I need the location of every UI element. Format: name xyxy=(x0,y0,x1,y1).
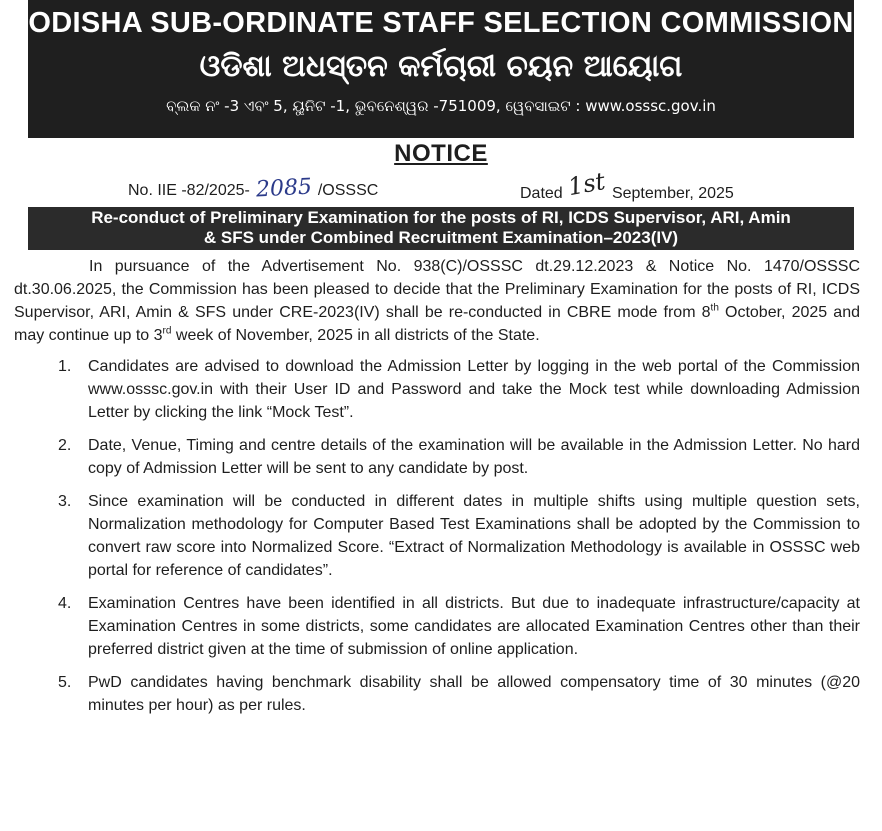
notice-title: NOTICE xyxy=(394,140,488,167)
item-text: Since examination will be conducted in different dates in multiple shifts using multiple question sets, Normalization methodology for Computer Based Test Examinations shall be adopted by the Commission to convert raw score into Normalized Score. “Extract of Normalization Methodology is available in OSSSC web portal for reference of candidates”. xyxy=(88,493,860,579)
list-item xyxy=(14,355,860,424)
item-number: 1. xyxy=(58,358,72,375)
subject-banner xyxy=(28,207,854,250)
ref-prefix: No. IIE -82/2025- xyxy=(128,182,250,199)
item-number: 4. xyxy=(58,595,72,612)
item-text: PwD candidates having benchmark disability shall be allowed compensatory time of 30 minutes (@20 minutes per hour) as per rules. xyxy=(88,674,860,714)
item-text: Examination Centres have been identified in all districts. But due to inadequate infrastructure/capacity at Examination Centres in some districts, some candidates are allocated Examination Centres other than their preferred district given at the time of submission of online application. xyxy=(88,595,860,658)
list-item xyxy=(14,490,860,582)
item-number: 2. xyxy=(58,437,72,454)
org-name-odia: ଓଡିଶା ଅଧସ୍ତନ କର୍ମଚାରୀ ଚୟନ ଆୟୋଗ xyxy=(199,49,683,84)
ref-handwritten-number: 2085 xyxy=(255,174,313,203)
subject-line-2: & SFS under Combined Recruitment Examination–2023(IV) xyxy=(203,228,679,247)
list-item xyxy=(14,671,860,717)
letterhead xyxy=(28,0,854,138)
item-text: Date, Venue, Timing and centre details of the examination will be available in the Admission Letter. No hard copy of Admission Letter will be sent to any candidate by post. xyxy=(88,437,860,477)
intro-part-1: In pursuance of the Advertisement No. 938(C)/OSSSC dt.29.12.2023 & Notice No. 1470/OSSSC dt.30.06.2025, the Commission has been pleased to decide that the Preliminary Examination for the posts of RI, ICDS Supervisor, ARI, Amin & SFS under CRE-2023(IV) shall be re-conducted in CBRE mode from 8 xyxy=(14,258,860,321)
item-number: 5. xyxy=(58,674,72,691)
intro-part-3: week of November, 2025 in all districts of the State. xyxy=(171,327,540,344)
notice-date xyxy=(520,167,734,204)
ref-suffix: /OSSSC xyxy=(317,182,379,199)
intro-sup-2: rd xyxy=(162,325,172,337)
org-address: ବ୍ଲକ ନଂ -3 ଏବଂ 5, ୟୁନିଟ -1, ଭୁବନେଶ୍ୱର -751009, ୱେବସାଇଟ : www.osssc.gov.in xyxy=(166,97,716,115)
intro-part-2: October, 2025 and may continue up to 3 xyxy=(14,304,860,344)
reference-number xyxy=(128,176,378,201)
intro-sup-1: th xyxy=(710,302,719,314)
date-handwritten: 1st xyxy=(565,167,608,202)
list-item xyxy=(14,434,860,480)
date-suffix: September, 2025 xyxy=(611,185,734,202)
item-number: 3. xyxy=(58,493,72,510)
instruction-list xyxy=(14,355,860,717)
intro-paragraph xyxy=(14,255,860,347)
org-name-english: ODISHA SUB-ORDINATE STAFF SELECTION COMMISSION xyxy=(28,7,854,39)
notice-body xyxy=(14,255,860,727)
dated-label: Dated xyxy=(520,185,563,202)
item-text: Candidates are advised to download the Admission Letter by logging in the web portal of the Commission www.osssc.gov.in with their User ID and Password and take the Mock test while downloading Admission Letter by clicking the link “Mock Test”. xyxy=(88,358,860,421)
subject-line-1: Re-conduct of Preliminary Examination for the posts of RI, ICDS Supervisor, ARI, Amin xyxy=(91,208,791,227)
list-item xyxy=(14,592,860,661)
